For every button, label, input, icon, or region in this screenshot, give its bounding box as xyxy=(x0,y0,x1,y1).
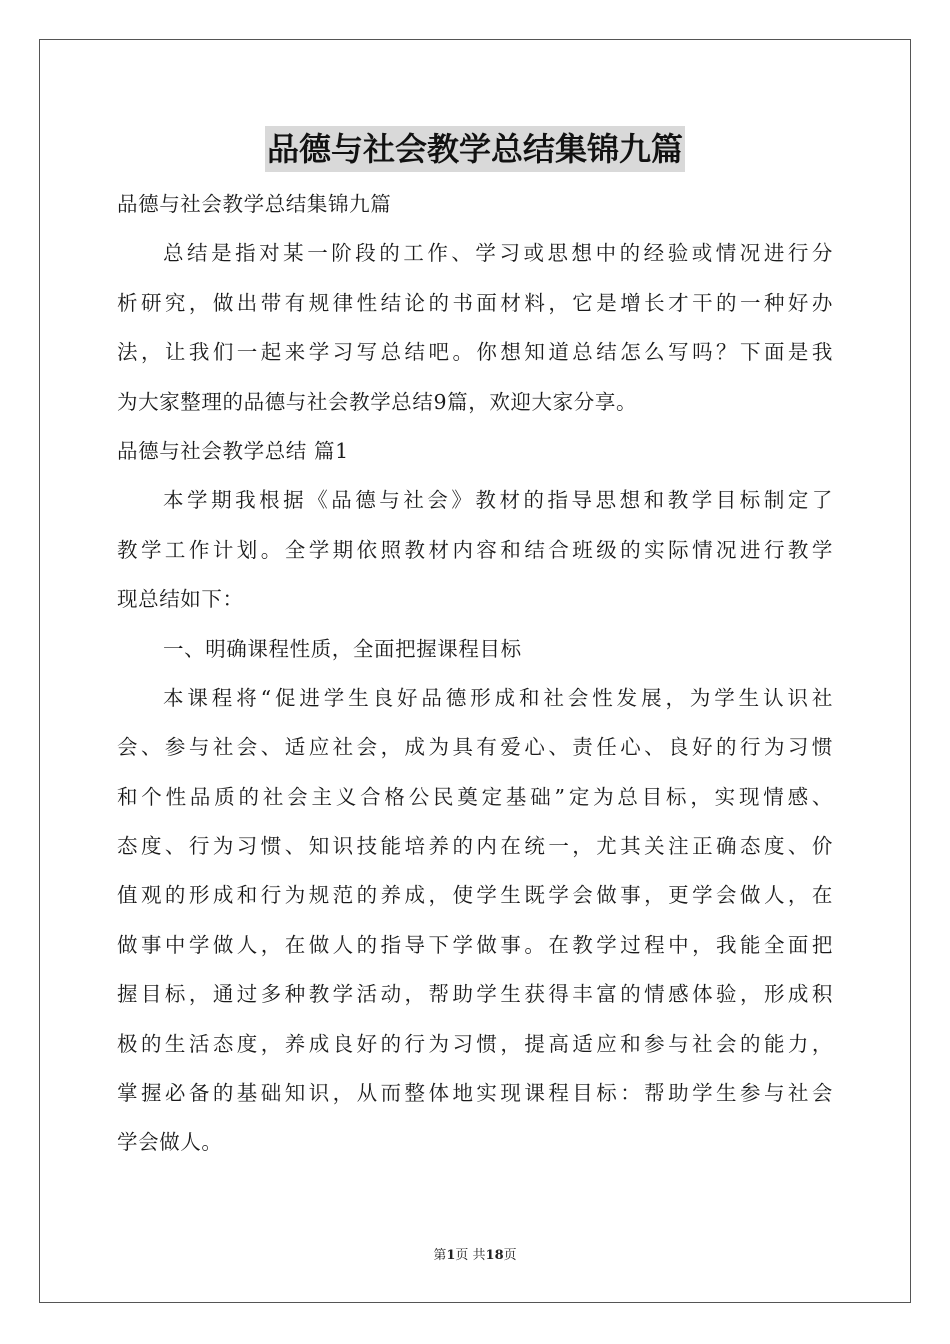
paragraph-line: 为大家整理的品德与社会教学总结9篇，欢迎大家分享。 xyxy=(117,389,638,414)
paragraph-line: 值观的形成和行为规范的养成，使学生既学会做事，更学会做人，在 xyxy=(117,883,833,908)
document-body xyxy=(117,180,833,1168)
title-wrap xyxy=(0,126,950,172)
document-subtitle: 品德与社会教学总结集锦九篇 xyxy=(117,192,392,216)
footer-total-pages: 18 xyxy=(485,1248,504,1263)
footer-middle: 页 共 xyxy=(455,1248,486,1263)
footer-suffix: 页 xyxy=(503,1248,517,1263)
page-footer xyxy=(0,1244,950,1263)
paragraph-line: 本学期我根据《品德与社会》教材的指导思想和教学目标制定了 xyxy=(163,488,833,513)
paragraph-line: 学会做人。 xyxy=(117,1130,223,1155)
paragraph-line: 现总结如下： xyxy=(117,587,244,612)
section-heading: 品德与社会教学总结 篇1 xyxy=(117,438,349,463)
subsection-heading: 一、明确课程性质，全面把握课程目标 xyxy=(163,636,522,661)
paragraph-line: 掌握必备的基础知识，从而整体地实现课程目标：帮助学生参与社会 xyxy=(117,1081,833,1106)
paragraph-line: 做事中学做人，在做人的指导下学做事。在教学过程中，我能全面把 xyxy=(117,932,833,957)
paragraph-line: 总结是指对某一阶段的工作、学习或思想中的经验或情况进行分 xyxy=(163,241,833,266)
paragraph-line: 会、参与社会、适应社会，成为具有爱心、责任心、良好的行为习惯 xyxy=(117,735,833,760)
footer-prefix: 第 xyxy=(433,1248,447,1263)
paragraph-line: 态度、行为习惯、知识技能培养的内在统一，尤其关注正确态度、价 xyxy=(117,834,833,859)
paragraph-line: 本课程将“促进学生良好品德形成和社会性发展，为学生认识社 xyxy=(163,685,833,710)
paragraph-line: 析研究，做出带有规律性结论的书面材料，它是增长才干的一种好办 xyxy=(117,290,833,315)
paragraph-line: 和个性品质的社会主义合格公民奠定基础”定为总目标，实现情感、 xyxy=(117,784,833,809)
paragraph-line: 握目标，通过多种教学活动，帮助学生获得丰富的情感体验，形成积 xyxy=(117,982,833,1007)
paragraph-line: 法，让我们一起来学习写总结吧。你想知道总结怎么写吗？下面是我 xyxy=(117,340,833,365)
document-title: 品德与社会教学总结集锦九篇 xyxy=(265,126,685,172)
paragraph-line: 教学工作计划。全学期依照教材内容和结合班级的实际情况进行教学 xyxy=(117,537,833,562)
footer-current-page: 1 xyxy=(446,1248,456,1263)
paragraph-line: 极的生活态度，养成良好的行为习惯，提高适应和参与社会的能力， xyxy=(117,1031,833,1056)
